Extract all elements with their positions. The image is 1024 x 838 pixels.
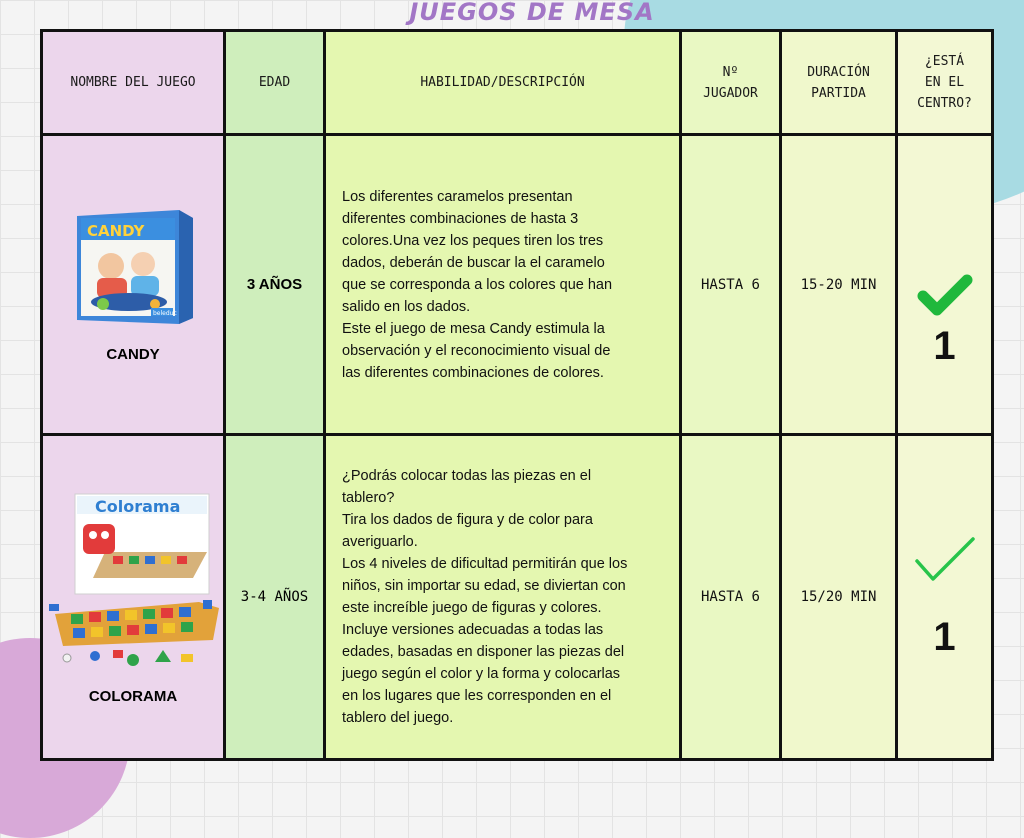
header-centro-line3: CENTRO? (917, 96, 972, 111)
description-line: que se corresponda a los colores que han (342, 276, 613, 293)
svg-text:beleduc: beleduc (153, 310, 177, 317)
description-line: tablero? (342, 490, 395, 506)
duration-cell: 15-20 MIN (781, 135, 897, 435)
age-cell: 3-4 AÑOS (225, 435, 325, 760)
svg-text:Colorama: Colorama (95, 496, 181, 516)
game-cell-candy (42, 135, 225, 435)
header-centro-line1: ¿ESTÁ (924, 54, 965, 69)
duration-cell: 15/20 MIN (781, 435, 897, 760)
table-row (42, 135, 993, 435)
centro-cell (897, 435, 993, 760)
description-line: Incluye versiones adecuadas a todas las (342, 622, 604, 638)
players-cell: HASTA 6 (681, 435, 781, 760)
table-row (42, 435, 993, 760)
description-line: Los 4 niveles de dificultad permitirán que los (342, 556, 628, 572)
centro-cell (897, 135, 993, 435)
description-line: dados, deberán de buscar la el caramelo (342, 254, 605, 271)
header-jugador-line2: JUGADOR (703, 85, 758, 101)
candy-box-image (71, 206, 195, 324)
description-line: tablero del juego. (342, 710, 454, 726)
header-nombre: NOMBRE DEL JUEGO (42, 31, 225, 135)
header-row (42, 31, 993, 135)
description-line: edades, basadas en disponer las piezas del (342, 644, 625, 660)
count-value: 1 (933, 324, 956, 368)
description-cell (325, 435, 681, 760)
page-title: JUEGOS DE MESA (409, 0, 655, 26)
game-name: CANDY (106, 346, 160, 363)
header-duracion-line1: DURACIÓN (807, 64, 870, 80)
description-line: este increíble juego de figuras y colores. (342, 600, 602, 616)
age-cell: 3 AÑOS (225, 135, 325, 435)
description-line: juego según el color y la forma y colocarlas (342, 666, 621, 682)
description-line: Tira los dados de figura y de color para (342, 512, 593, 528)
header-habilidad: HABILIDAD/DESCRIPCIÓN (325, 31, 681, 135)
description-cell (325, 135, 681, 435)
svg-text:CANDY: CANDY (87, 222, 145, 240)
check-icon (917, 272, 973, 320)
check-icon (913, 535, 977, 587)
description-line: niños, sin importar su edad, se diviertan con (342, 578, 626, 594)
games-table (40, 29, 994, 761)
description-line: observación y el reconocimiento visual de (342, 342, 611, 359)
description-line: salido en los dados. (342, 298, 471, 315)
description-line: averiguarlo. (342, 534, 418, 550)
header-centro (897, 31, 993, 135)
players-cell: HASTA 6 (681, 135, 781, 435)
description-line: en los lugares que les corresponden en el (342, 688, 612, 704)
colorama-box-image (43, 490, 223, 670)
description-line: las diferentes combinaciones de colores. (342, 364, 604, 381)
game-cell-colorama (42, 435, 225, 760)
description-line: Los diferentes caramelos presentan (342, 188, 573, 205)
description-line: Este el juego de mesa Candy estimula la (342, 320, 605, 337)
game-name: COLORAMA (88, 687, 178, 705)
header-jugador (681, 31, 781, 135)
header-jugador-line1: Nº (722, 64, 739, 80)
header-duracion-line2: PARTIDA (811, 85, 866, 101)
description-line: ¿Podrás colocar todas las piezas en el (342, 468, 592, 484)
description-line: diferentes combinaciones de hasta 3 (342, 210, 579, 227)
header-centro-line2: EN EL (924, 75, 965, 90)
header-edad: EDAD (225, 31, 325, 135)
description-line: colores.Una vez los peques tiren los tres (342, 232, 604, 249)
header-duracion (781, 31, 897, 135)
count-value: 1 (933, 614, 956, 659)
